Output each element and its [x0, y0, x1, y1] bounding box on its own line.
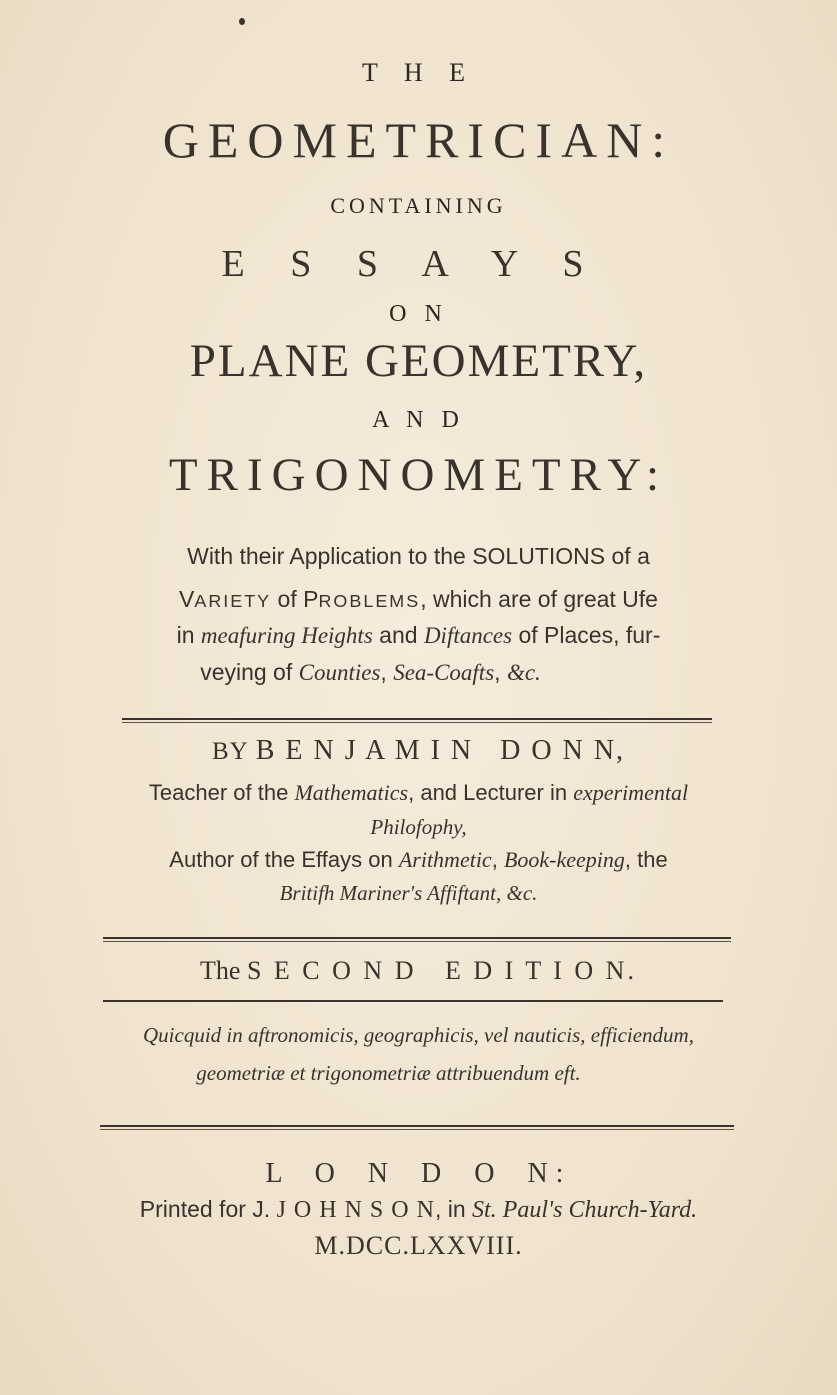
and-label: A N D [372, 407, 465, 433]
rule-3 [103, 1000, 723, 1002]
author-title-line-1: Teacher of the Mathematics, and Lecturer in experimental [148, 780, 689, 805]
imprint-printer-line: Printed for J. J O H N S O N, in St. Paul's Church-Yard. [139, 1196, 698, 1223]
rule-1 [122, 718, 712, 723]
rule-4 [100, 1125, 734, 1130]
author-line: BY B E N J A M I N D O N N, [211, 735, 626, 766]
motto-line-2: geometriæ et trigonometriæ attribuendum eft. [196, 1061, 581, 1085]
essays-heading: E S S A Y S [221, 243, 596, 285]
edition-line: The S E C O N D E D I T I O N. [200, 956, 637, 985]
description-line-1: With their Application to the SOLUTIONS of a [187, 543, 650, 569]
main-title: GEOMETRICIAN: [162, 112, 675, 168]
on-label: O N [389, 301, 448, 327]
imprint-year: M.DCC.LXXVIII. [314, 1231, 523, 1260]
ink-spot [239, 18, 245, 25]
trigonometry-heading: TRIGONOMETRY: [168, 449, 669, 501]
rule-2 [103, 937, 731, 942]
imprint-city: L O N D O N: [265, 1158, 572, 1189]
description-line-4: veying of Counties, Sea-Coafts, &c. [200, 659, 541, 685]
description-line-2: VARIETY of PROBLEMS, which are of great Ufe [179, 586, 658, 612]
containing-label: CONTAINING [330, 193, 507, 218]
author-works-line-1: Author of the Effays on Arithmetic, Book-keeping, the [169, 847, 668, 872]
the-heading: T H E [361, 58, 476, 87]
author-title-line-2: Philofophy, [370, 815, 467, 839]
plane-geometry-heading: PLANE GEOMETRY, [189, 335, 648, 387]
description-line-3: in meafuring Heights and Diftances of Places, fur- [176, 622, 661, 648]
author-works-line-2: Britifh Mariner's Affiftant, &c. [279, 881, 538, 905]
motto-line-1: Quicquid in aftronomicis, geographicis, vel nauticis, efficiendum, [143, 1023, 694, 1047]
